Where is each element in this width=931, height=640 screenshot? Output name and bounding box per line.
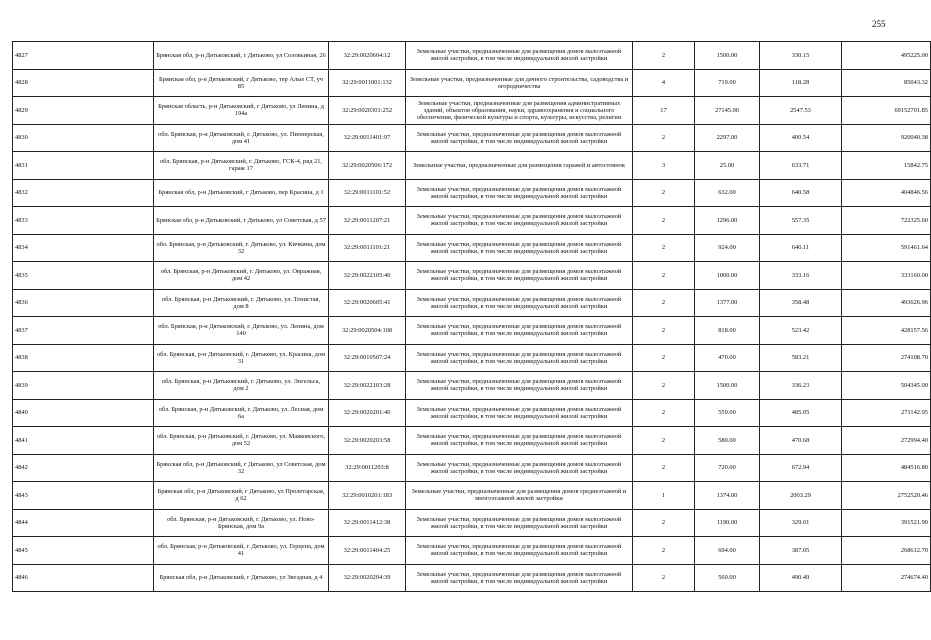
table-row — [13, 289, 931, 317]
group-code-cell: 2 — [633, 234, 695, 262]
group-code-cell: 2 — [633, 289, 695, 317]
group-code-cell: 2 — [633, 372, 695, 400]
row-number-cell: 4837 — [13, 317, 154, 345]
cadastral-value-cell: 274108.70 — [842, 344, 931, 372]
table-row — [13, 97, 931, 125]
table-row — [13, 427, 931, 455]
table-row — [13, 537, 931, 565]
address-cell: Брянская обл, р-н Дятьковский, г Дятьково, ул Пролетарская, д 62 — [154, 482, 329, 510]
row-number-cell: 4839 — [13, 372, 154, 400]
group-code-cell: 2 — [633, 262, 695, 290]
cadastral-number-cell: 32:29:0011101:52 — [329, 179, 406, 207]
row-number-cell: 4846 — [13, 564, 154, 592]
land-use-cell: Земельные участки, предназначенные для размещения домов малоэтажной жилой застройки, в том числе индивидуальной жилой застройки — [406, 427, 633, 455]
group-code-cell: 2 — [633, 344, 695, 372]
cadastral-number-cell: 32:29:0022103:28 — [329, 372, 406, 400]
table-row — [13, 124, 931, 152]
cadastral-number-cell: 32:29:0020203:58 — [329, 427, 406, 455]
group-code-cell: 2 — [633, 427, 695, 455]
specific-value-cell: 387.05 — [760, 537, 842, 565]
row-number-cell: 4836 — [13, 289, 154, 317]
land-use-cell: Земельные участки, предназначенные для размещения домов малоэтажной жилой застройки, в том числе индивидуальной жилой застройки — [406, 42, 633, 70]
row-number-cell: 4843 — [13, 482, 154, 510]
cadastral-number-cell: 32:29:0020301:252 — [329, 97, 406, 125]
land-use-cell: Земельные участки, предназначенные для размещения домов малоэтажной жилой застройки, в том числе индивидуальной жилой застройки — [406, 234, 633, 262]
cadastral-number-cell: 32:29:0020604:12 — [329, 42, 406, 70]
area-cell: 560.00 — [695, 564, 760, 592]
table-row — [13, 399, 931, 427]
address-cell: Брянская обл, р-н Дятьковский, г Дятьково, пер Красина, д 1 — [154, 179, 329, 207]
group-code-cell: 2 — [633, 537, 695, 565]
cadastral-number-cell: 32:29:0020504:108 — [329, 317, 406, 345]
page-number: 255 — [872, 19, 886, 29]
table-row — [13, 69, 931, 97]
area-cell: 1296.00 — [695, 207, 760, 235]
group-code-cell: 1 — [633, 482, 695, 510]
group-code-cell: 2 — [633, 317, 695, 345]
cadastral-value-cell: 391521.90 — [842, 509, 931, 537]
area-cell: 27145.00 — [695, 97, 760, 125]
table-body — [13, 42, 931, 592]
specific-value-cell: 400.54 — [760, 124, 842, 152]
land-use-cell: Земельные участки, предназначенные для размещения домов малоэтажной жилой застройки, в том числе индивидуальной жилой застройки — [406, 179, 633, 207]
cadastral-number-cell: 32:29:0020201:40 — [329, 399, 406, 427]
row-number-cell: 4842 — [13, 454, 154, 482]
group-code-cell: 2 — [633, 179, 695, 207]
table-row — [13, 372, 931, 400]
cadastral-number-cell: 32:29:0020506:172 — [329, 152, 406, 180]
cadastral-number-cell: 32:29:0011101:21 — [329, 234, 406, 262]
address-cell: обл. Брянская, р-н Дятьковский, г. Дятьково, ул. Маяковского, дом 52 — [154, 427, 329, 455]
address-cell: обл. Брянская, р-н Дятьковский, г. Дятьково, ул. Лесная, дом 6а — [154, 399, 329, 427]
specific-value-cell: 640.58 — [760, 179, 842, 207]
row-number-cell: 4840 — [13, 399, 154, 427]
specific-value-cell: 2547.53 — [760, 97, 842, 125]
address-cell: обл. Брянская, р-н Дятьковский, г. Дятьково, ул. Ново-Брянская, дом 9а — [154, 509, 329, 537]
area-cell: 470.00 — [695, 344, 760, 372]
group-code-cell: 3 — [633, 152, 695, 180]
area-cell: 632.00 — [695, 179, 760, 207]
specific-value-cell: 672.94 — [760, 454, 842, 482]
row-number-cell: 4830 — [13, 124, 154, 152]
cadastral-value-cell: 484516.80 — [842, 454, 931, 482]
area-cell: 580.00 — [695, 427, 760, 455]
address-cell: обл. Брянская, р-н Дятьковский, г. Дятьково, ул. Ленина, дом 140 — [154, 317, 329, 345]
address-cell: Брянская обл, р-н Дятьковский, г Дятьково, ул Советская, дом 32 — [154, 454, 329, 482]
address-cell: Брянская область, р-н Дятьковский, г Дятьково, ул Ленина, д 194а — [154, 97, 329, 125]
address-cell: Брянская обл, р-н Дятьковский, г Дятьково, ул Соловьиная, 26 — [154, 42, 329, 70]
table-row — [13, 152, 931, 180]
row-number-cell: 4845 — [13, 537, 154, 565]
specific-value-cell: 490.49 — [760, 564, 842, 592]
area-cell: 1500.00 — [695, 372, 760, 400]
cadastral-number-cell: 32:29:0011207:21 — [329, 207, 406, 235]
address-cell: Брянская обл, р-н Дятьковский, г Дятьково, тер Алые СТ, уч 85 — [154, 69, 329, 97]
cadastral-number-cell: 32:29:0011203:8 — [329, 454, 406, 482]
group-code-cell: 2 — [633, 124, 695, 152]
cadastral-value-cell: 404846.56 — [842, 179, 931, 207]
cadastral-number-cell: 32:29:0011401:97 — [329, 124, 406, 152]
row-number-cell: 4844 — [13, 509, 154, 537]
cadastral-value-cell: 271142.95 — [842, 399, 931, 427]
cadastral-number-cell: 32:29:0010507:24 — [329, 344, 406, 372]
group-code-cell: 2 — [633, 399, 695, 427]
row-number-cell: 4841 — [13, 427, 154, 455]
cadastral-value-cell: 2752520.46 — [842, 482, 931, 510]
cadastral-value-cell: 591461.64 — [842, 234, 931, 262]
row-number-cell: 4828 — [13, 69, 154, 97]
address-cell: обл. Брянская, р-н Дятьковский, г. Дятьково, ул. Энгельса, дом 2 — [154, 372, 329, 400]
table-row — [13, 344, 931, 372]
land-use-cell: Земельные участки, предназначенные для размещения домов малоэтажной жилой застройки, в том числе индивидуальной жилой застройки — [406, 344, 633, 372]
area-cell: 1190.00 — [695, 509, 760, 537]
table-row — [13, 454, 931, 482]
cadastral-value-cell: 274674.40 — [842, 564, 931, 592]
table-row — [13, 317, 931, 345]
land-use-cell: Земельные участки, предназначенные для размещения домов малоэтажной жилой застройки, в том числе индивидуальной жилой застройки — [406, 124, 633, 152]
area-cell: 694.00 — [695, 537, 760, 565]
land-use-cell: Земельные участки, предназначенные для размещения домов малоэтажной жилой застройки, в том числе индивидуальной жилой застройки — [406, 317, 633, 345]
cadastral-value-cell: 493626.96 — [842, 289, 931, 317]
group-code-cell: 2 — [633, 454, 695, 482]
row-number-cell: 4832 — [13, 179, 154, 207]
row-number-cell: 4831 — [13, 152, 154, 180]
cadastral-number-cell: 32:29:0020605:41 — [329, 289, 406, 317]
row-number-cell: 4834 — [13, 234, 154, 262]
address-cell: обл. Брянская, р-н Дятьковский, г. Дятьково, ул. Овражная, дом 42 — [154, 262, 329, 290]
row-number-cell: 4833 — [13, 207, 154, 235]
area-cell: 559.00 — [695, 399, 760, 427]
cadastral-value-cell: 920040.38 — [842, 124, 931, 152]
cadastral-value-cell: 333160.00 — [842, 262, 931, 290]
table-row — [13, 509, 931, 537]
cadastral-number-cell: 32:29:0011001:132 — [329, 69, 406, 97]
table-row — [13, 564, 931, 592]
cadastral-value-cell: 722325.60 — [842, 207, 931, 235]
land-use-cell: Земельные участки, предназначенные для размещения домов малоэтажной жилой застройки, в том числе индивидуальной жилой застройки — [406, 289, 633, 317]
specific-value-cell: 485.05 — [760, 399, 842, 427]
land-use-cell: Земельные участки, предназначенные для размещения домов малоэтажной жилой застройки, в том числе индивидуальной жилой застройки — [406, 509, 633, 537]
cadastral-number-cell: 32:29:0011412:38 — [329, 509, 406, 537]
specific-value-cell: 557.35 — [760, 207, 842, 235]
specific-value-cell: 330.15 — [760, 42, 842, 70]
specific-value-cell: 583.21 — [760, 344, 842, 372]
area-cell: 720.00 — [695, 454, 760, 482]
address-cell: обл. Брянская, р-н Дятьковский, г. Дятьково, ул. Кичкина, дом 32 — [154, 234, 329, 262]
specific-value-cell: 633.71 — [760, 152, 842, 180]
land-use-cell: Земельные участки, предназначенные для размещения домов малоэтажной жилой застройки, в том числе индивидуальной жилой застройки — [406, 372, 633, 400]
specific-value-cell: 470.68 — [760, 427, 842, 455]
specific-value-cell: 336.23 — [760, 372, 842, 400]
group-code-cell: 4 — [633, 69, 695, 97]
land-use-cell: Земельные участки, предназначенные для размещения домов малоэтажной жилой застройки, в том числе индивидуальной жилой застройки — [406, 537, 633, 565]
area-cell: 1374.00 — [695, 482, 760, 510]
cadastral-value-cell: 69152701.85 — [842, 97, 931, 125]
group-code-cell: 2 — [633, 564, 695, 592]
cadastral-number-cell: 32:29:0020204:39 — [329, 564, 406, 592]
group-code-cell: 2 — [633, 207, 695, 235]
cadastral-value-cell: 504345.00 — [842, 372, 931, 400]
table-row — [13, 179, 931, 207]
specific-value-cell: 2003.29 — [760, 482, 842, 510]
cadastral-value-cell: 495225.00 — [842, 42, 931, 70]
table-row — [13, 234, 931, 262]
area-cell: 924.00 — [695, 234, 760, 262]
table-row — [13, 262, 931, 290]
row-number-cell: 4827 — [13, 42, 154, 70]
row-number-cell: 4835 — [13, 262, 154, 290]
area-cell: 2297.00 — [695, 124, 760, 152]
land-use-cell: Земельные участки, предназначенные для размещения домов малоэтажной жилой застройки, в том числе индивидуальной жилой застройки — [406, 564, 633, 592]
area-cell: 25.00 — [695, 152, 760, 180]
table-row — [13, 207, 931, 235]
area-cell: 1377.00 — [695, 289, 760, 317]
land-use-cell: Земельные участки, предназначенные для размещения гаражей и автостоянок — [406, 152, 633, 180]
land-use-cell: Земельные участки, предназначенные для размещения домов малоэтажной жилой застройки, в том числе индивидуальной жилой застройки — [406, 262, 633, 290]
row-number-cell: 4829 — [13, 97, 154, 125]
specific-value-cell: 523.42 — [760, 317, 842, 345]
group-code-cell: 2 — [633, 509, 695, 537]
cadastral-number-cell: 32:29:0011404:25 — [329, 537, 406, 565]
cadastral-number-cell: 32:29:0022105:40 — [329, 262, 406, 290]
area-cell: 1000.00 — [695, 262, 760, 290]
specific-value-cell: 118.28 — [760, 69, 842, 97]
land-use-cell: Земельные участки, предназначенные для размещения домов малоэтажной жилой застройки, в том числе индивидуальной жилой застройки — [406, 454, 633, 482]
cadastral-value-cell: 268612.70 — [842, 537, 931, 565]
table-row — [13, 42, 931, 70]
cadastral-value-table — [12, 41, 931, 592]
row-number-cell: 4838 — [13, 344, 154, 372]
cadastral-number-cell: 32:29:0010201:183 — [329, 482, 406, 510]
area-cell: 1500.00 — [695, 42, 760, 70]
group-code-cell: 17 — [633, 97, 695, 125]
cadastral-value-cell: 428157.56 — [842, 317, 931, 345]
address-cell: обл. Брянская, р-н Дятьковский, г. Дятьково, ул. Тенистая, дом 8 — [154, 289, 329, 317]
address-cell: обл. Брянская, р-н Дятьковский, г. Дятьково, ул. Герцена, дом 41 — [154, 537, 329, 565]
specific-value-cell: 333.16 — [760, 262, 842, 290]
table-row — [13, 482, 931, 510]
land-use-cell: Земельные участки, предназначенные для размещения домов малоэтажной жилой застройки, в том числе индивидуальной жилой застройки — [406, 399, 633, 427]
land-use-cell: Земельные участки, предназначенные для размещения административных зданий, объектов образования, науки, здравоохранения и социального обеспечения, физической культуры и спорта, культуры, искусства, религии — [406, 97, 633, 125]
specific-value-cell: 640.11 — [760, 234, 842, 262]
address-cell: Брянская обл, р-н Дятьковский, г Дятьково, ул Звездная, д 4 — [154, 564, 329, 592]
cadastral-value-cell: 15842.75 — [842, 152, 931, 180]
address-cell: обл. Брянская, р-н Дятьковский, г. Дятьково, ул. Пионерская, дом 41 — [154, 124, 329, 152]
cadastral-value-cell: 85043.32 — [842, 69, 931, 97]
land-use-cell: Земельные участки, предназначенные для размещения домов среднеэтажной и многоэтажной жилой застройки — [406, 482, 633, 510]
specific-value-cell: 358.48 — [760, 289, 842, 317]
address-cell: обл. Брянская, р-н Дятьковский, г. Дятьково, ул. Красина, дом 31 — [154, 344, 329, 372]
area-cell: 719.00 — [695, 69, 760, 97]
specific-value-cell: 329.01 — [760, 509, 842, 537]
group-code-cell: 2 — [633, 42, 695, 70]
address-cell: Брянская обл, р-н Дятьковский, г Дятьково, ул Советская, д 57 — [154, 207, 329, 235]
land-use-cell: Земельные участки, предназначенные для дачного строительства, садоводства и огородничества — [406, 69, 633, 97]
land-use-cell: Земельные участки, предназначенные для размещения домов малоэтажной жилой застройки, в том числе индивидуальной жилой застройки — [406, 207, 633, 235]
address-cell: обл. Брянская, р-н Дятьковский, г. Дятьково, ГСК-4, ряд 21, гараж 17 — [154, 152, 329, 180]
area-cell: 818.00 — [695, 317, 760, 345]
cadastral-value-cell: 272994.40 — [842, 427, 931, 455]
